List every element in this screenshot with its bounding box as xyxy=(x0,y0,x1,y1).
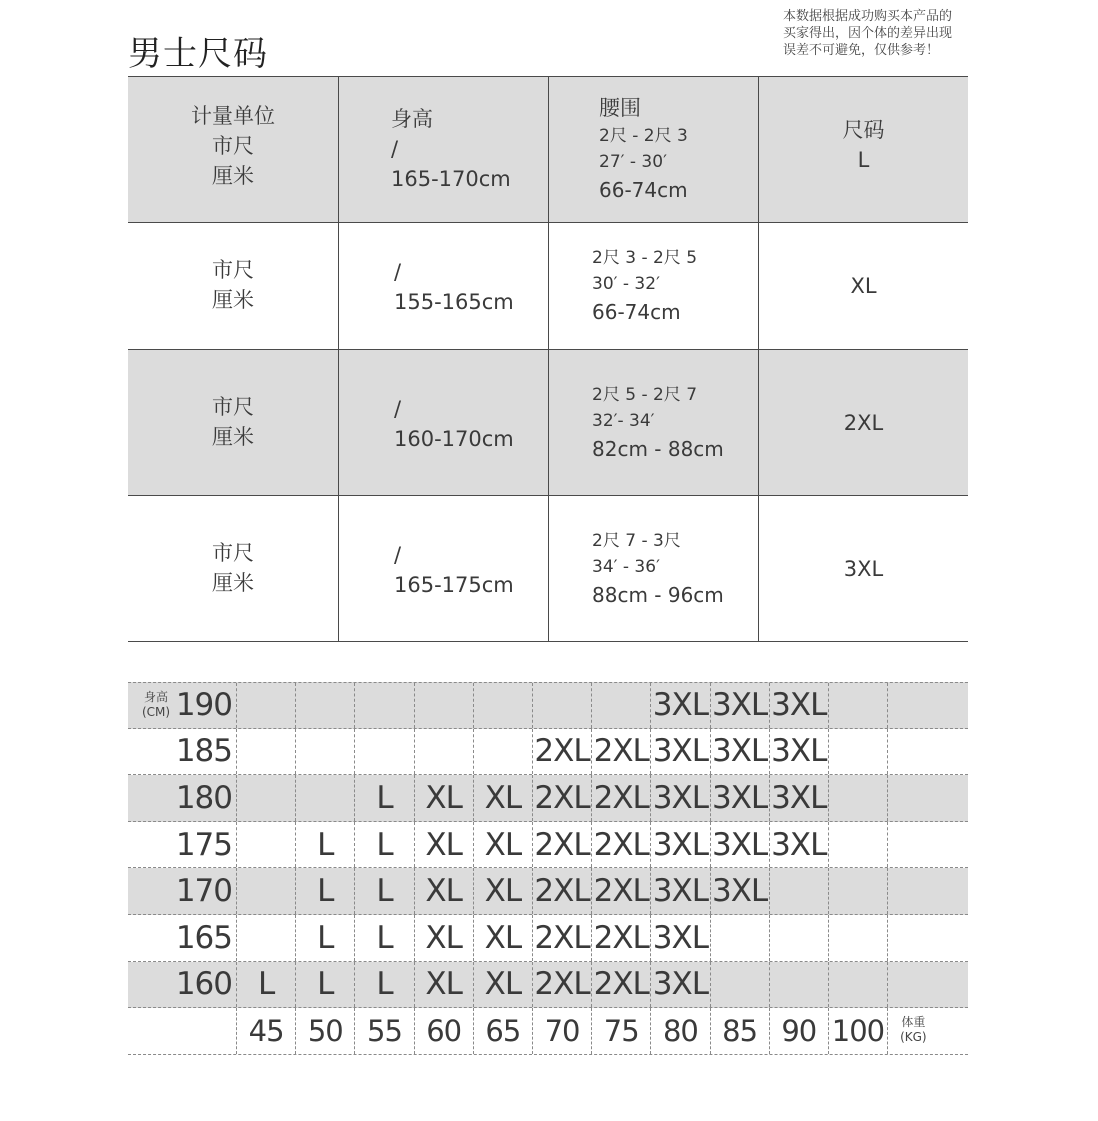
size-cell: 2XL xyxy=(591,822,650,868)
size-cell xyxy=(236,775,295,821)
grid-row xyxy=(128,729,968,776)
height-text: / xyxy=(391,137,399,161)
size-cell: L xyxy=(354,915,413,961)
height-text: / xyxy=(394,260,402,284)
size-cell xyxy=(758,77,968,222)
size-cell: XL xyxy=(414,962,473,1008)
weight-value: 45 xyxy=(236,1008,295,1054)
size-cell: 3XL xyxy=(769,822,828,868)
height-text: 165-175cm xyxy=(394,573,514,597)
note-line: 买家得出，因个体的差异出现 xyxy=(783,26,953,41)
height-text: 165-170cm xyxy=(391,167,511,191)
waist-text: 2尺 3 - 2尺 5 xyxy=(592,248,698,268)
grid-tail-cell xyxy=(887,822,968,868)
waist-text: 27′ - 30′ xyxy=(599,152,667,172)
size-cell: XL xyxy=(414,822,473,868)
grid-row xyxy=(128,962,968,1009)
unit-text: 市尺 xyxy=(212,134,254,158)
unit-text: 厘米 xyxy=(212,425,254,449)
unit-text: 市尺 xyxy=(212,258,254,282)
unit-cell xyxy=(128,77,338,222)
weight-value: 90 xyxy=(769,1008,828,1054)
waist-text: 2尺 - 2尺 3 xyxy=(599,126,688,146)
weight-value: 65 xyxy=(473,1008,532,1054)
size-cell: 2XL xyxy=(591,962,650,1008)
height-value: 175 xyxy=(175,826,232,863)
height-label xyxy=(128,962,236,1008)
size-table-row xyxy=(128,350,968,496)
size-cell xyxy=(473,729,532,775)
weight-value: 55 xyxy=(354,1008,413,1054)
size-cell: 2XL xyxy=(532,868,591,914)
axis-corner xyxy=(128,1008,236,1054)
size-cell: XL xyxy=(414,915,473,961)
size-cell: 3XL xyxy=(769,775,828,821)
x-axis-label xyxy=(900,1015,927,1045)
size-text: 2XL xyxy=(843,411,884,435)
unit-cell xyxy=(128,350,338,495)
size-cell: 2XL xyxy=(591,915,650,961)
size-cell xyxy=(828,775,887,821)
grid-tail-cell xyxy=(887,683,968,728)
height-label xyxy=(128,868,236,914)
y-axis-label xyxy=(142,690,170,720)
size-cell: 2XL xyxy=(532,962,591,1008)
waist-text: 30′ - 32′ xyxy=(592,274,660,294)
weight-axis-row xyxy=(128,1008,968,1055)
size-cell: 3XL xyxy=(650,775,709,821)
height-text: 身高 xyxy=(391,107,433,131)
waist-text: 66-74cm xyxy=(592,300,681,324)
size-cell: 3XL xyxy=(769,683,828,728)
size-cell xyxy=(758,223,968,349)
height-text: 155-165cm xyxy=(394,290,514,314)
size-cell: XL xyxy=(473,868,532,914)
height-text: / xyxy=(394,543,402,567)
size-cell: 3XL xyxy=(769,729,828,775)
grid-row xyxy=(128,868,968,915)
size-cell: 2XL xyxy=(532,775,591,821)
waist-text: 66-74cm xyxy=(599,178,688,202)
height-label xyxy=(128,775,236,821)
size-cell: 3XL xyxy=(710,775,769,821)
size-cell xyxy=(828,868,887,914)
unit-text: 计量单位 xyxy=(191,104,275,128)
size-cell xyxy=(236,822,295,868)
size-cell: XL xyxy=(473,822,532,868)
grid-tail-cell xyxy=(887,915,968,961)
size-cell xyxy=(769,962,828,1008)
size-table xyxy=(128,76,968,642)
size-cell xyxy=(710,962,769,1008)
size-table-row xyxy=(128,496,968,642)
size-cell: 3XL xyxy=(650,868,709,914)
grid-row xyxy=(128,915,968,962)
size-cell xyxy=(414,683,473,728)
grid-tail-cell xyxy=(887,775,968,821)
page-title: 男士尺码 xyxy=(128,34,268,74)
waist-cell xyxy=(548,77,758,222)
size-cell xyxy=(236,683,295,728)
size-cell xyxy=(828,683,887,728)
grid-row xyxy=(128,775,968,822)
unit-text: 厘米 xyxy=(212,288,254,312)
height-value: 170 xyxy=(175,873,232,910)
size-cell: 2XL xyxy=(591,729,650,775)
size-cell xyxy=(758,496,968,641)
size-table-row xyxy=(128,223,968,350)
unit-text: 市尺 xyxy=(212,395,254,419)
disclaimer-note xyxy=(783,8,983,59)
waist-cell xyxy=(548,496,758,641)
size-cell: 2XL xyxy=(532,915,591,961)
size-cell: L xyxy=(354,775,413,821)
size-cell: 3XL xyxy=(710,822,769,868)
size-cell xyxy=(710,915,769,961)
weight-value: 70 xyxy=(532,1008,591,1054)
size-cell xyxy=(236,915,295,961)
height-value: 190 xyxy=(175,687,232,724)
note-line: 本数据根据成功购买本产品的 xyxy=(783,9,953,24)
size-cell xyxy=(591,683,650,728)
size-cell: L xyxy=(354,868,413,914)
x-axis-label-line: 体重 xyxy=(901,1015,926,1030)
size-cell xyxy=(769,915,828,961)
size-cell: L xyxy=(354,822,413,868)
y-axis-label-line: (CM) xyxy=(142,705,171,719)
grid-row xyxy=(128,682,968,729)
unit-cell xyxy=(128,496,338,641)
size-cell: L xyxy=(354,962,413,1008)
size-cell: 3XL xyxy=(650,729,709,775)
size-cell: XL xyxy=(473,962,532,1008)
grid-tail-cell xyxy=(887,962,968,1008)
size-cell: L xyxy=(295,822,354,868)
size-cell xyxy=(473,683,532,728)
size-cell xyxy=(236,729,295,775)
waist-text: 2尺 7 - 3尺 xyxy=(592,531,681,551)
size-cell: 3XL xyxy=(710,729,769,775)
weight-value: 100 xyxy=(828,1008,887,1054)
height-cell xyxy=(338,496,548,641)
height-value: 160 xyxy=(175,966,232,1003)
size-cell xyxy=(828,822,887,868)
size-cell xyxy=(354,683,413,728)
size-cell xyxy=(295,729,354,775)
unit-text: 厘米 xyxy=(212,571,254,595)
height-label xyxy=(128,915,236,961)
x-axis-label-cell xyxy=(887,1008,968,1054)
size-cell xyxy=(414,729,473,775)
waist-text: 32′- 34′ xyxy=(592,411,655,431)
height-cell xyxy=(338,223,548,349)
height-label xyxy=(128,729,236,775)
size-cell xyxy=(828,962,887,1008)
size-cell xyxy=(354,729,413,775)
note-line: 误差不可避免，仅供参考！ xyxy=(783,43,940,58)
size-cell: XL xyxy=(473,915,532,961)
size-cell: 3XL xyxy=(710,868,769,914)
waist-text: 34′ - 36′ xyxy=(592,557,660,577)
size-cell: XL xyxy=(414,775,473,821)
size-cell xyxy=(758,350,968,495)
size-cell xyxy=(295,775,354,821)
height-text: 160-170cm xyxy=(394,427,514,451)
weight-value: 85 xyxy=(710,1008,769,1054)
size-cell: 2XL xyxy=(591,775,650,821)
size-text: 3XL xyxy=(843,557,884,581)
size-text: L xyxy=(857,148,870,172)
height-text: / xyxy=(394,397,402,421)
height-weight-grid xyxy=(128,682,968,1055)
unit-cell xyxy=(128,223,338,349)
size-text: 尺码 xyxy=(842,118,885,142)
height-label xyxy=(128,822,236,868)
grid-tail-cell xyxy=(887,868,968,914)
size-cell: 3XL xyxy=(650,822,709,868)
size-text: XL xyxy=(850,274,877,298)
size-cell: XL xyxy=(473,775,532,821)
grid-row xyxy=(128,822,968,869)
size-cell: L xyxy=(295,915,354,961)
size-cell: L xyxy=(236,962,295,1008)
size-cell xyxy=(769,868,828,914)
height-cell xyxy=(338,350,548,495)
size-cell xyxy=(532,683,591,728)
size-cell: 2XL xyxy=(532,729,591,775)
size-cell xyxy=(828,729,887,775)
weight-value: 60 xyxy=(414,1008,473,1054)
unit-text: 市尺 xyxy=(212,541,254,565)
weight-value: 80 xyxy=(650,1008,709,1054)
weight-value: 50 xyxy=(295,1008,354,1054)
size-table-row xyxy=(128,76,968,223)
size-cell: L xyxy=(295,962,354,1008)
waist-cell xyxy=(548,350,758,495)
y-axis-label-line: 身高 xyxy=(144,690,169,704)
height-value: 185 xyxy=(175,733,232,770)
x-axis-label-line: (KG) xyxy=(900,1030,927,1045)
waist-text: 88cm - 96cm xyxy=(592,583,724,607)
weight-value: 75 xyxy=(591,1008,650,1054)
height-value: 165 xyxy=(175,919,232,956)
size-cell: 3XL xyxy=(650,962,709,1008)
size-cell: 3XL xyxy=(650,915,709,961)
size-cell: 3XL xyxy=(710,683,769,728)
waist-cell xyxy=(548,223,758,349)
size-cell: 2XL xyxy=(591,868,650,914)
size-cell xyxy=(236,868,295,914)
size-cell xyxy=(295,683,354,728)
height-cell xyxy=(338,77,548,222)
size-cell: XL xyxy=(414,868,473,914)
size-cell: 3XL xyxy=(650,683,709,728)
waist-text: 腰围 xyxy=(599,96,641,120)
size-cell: L xyxy=(295,868,354,914)
height-value: 180 xyxy=(175,779,232,816)
height-label xyxy=(128,683,236,728)
size-cell: 2XL xyxy=(532,822,591,868)
waist-text: 2尺 5 - 2尺 7 xyxy=(592,385,698,405)
size-cell xyxy=(828,915,887,961)
grid-tail-cell xyxy=(887,729,968,775)
waist-text: 82cm - 88cm xyxy=(592,437,724,461)
unit-text: 厘米 xyxy=(212,164,254,188)
